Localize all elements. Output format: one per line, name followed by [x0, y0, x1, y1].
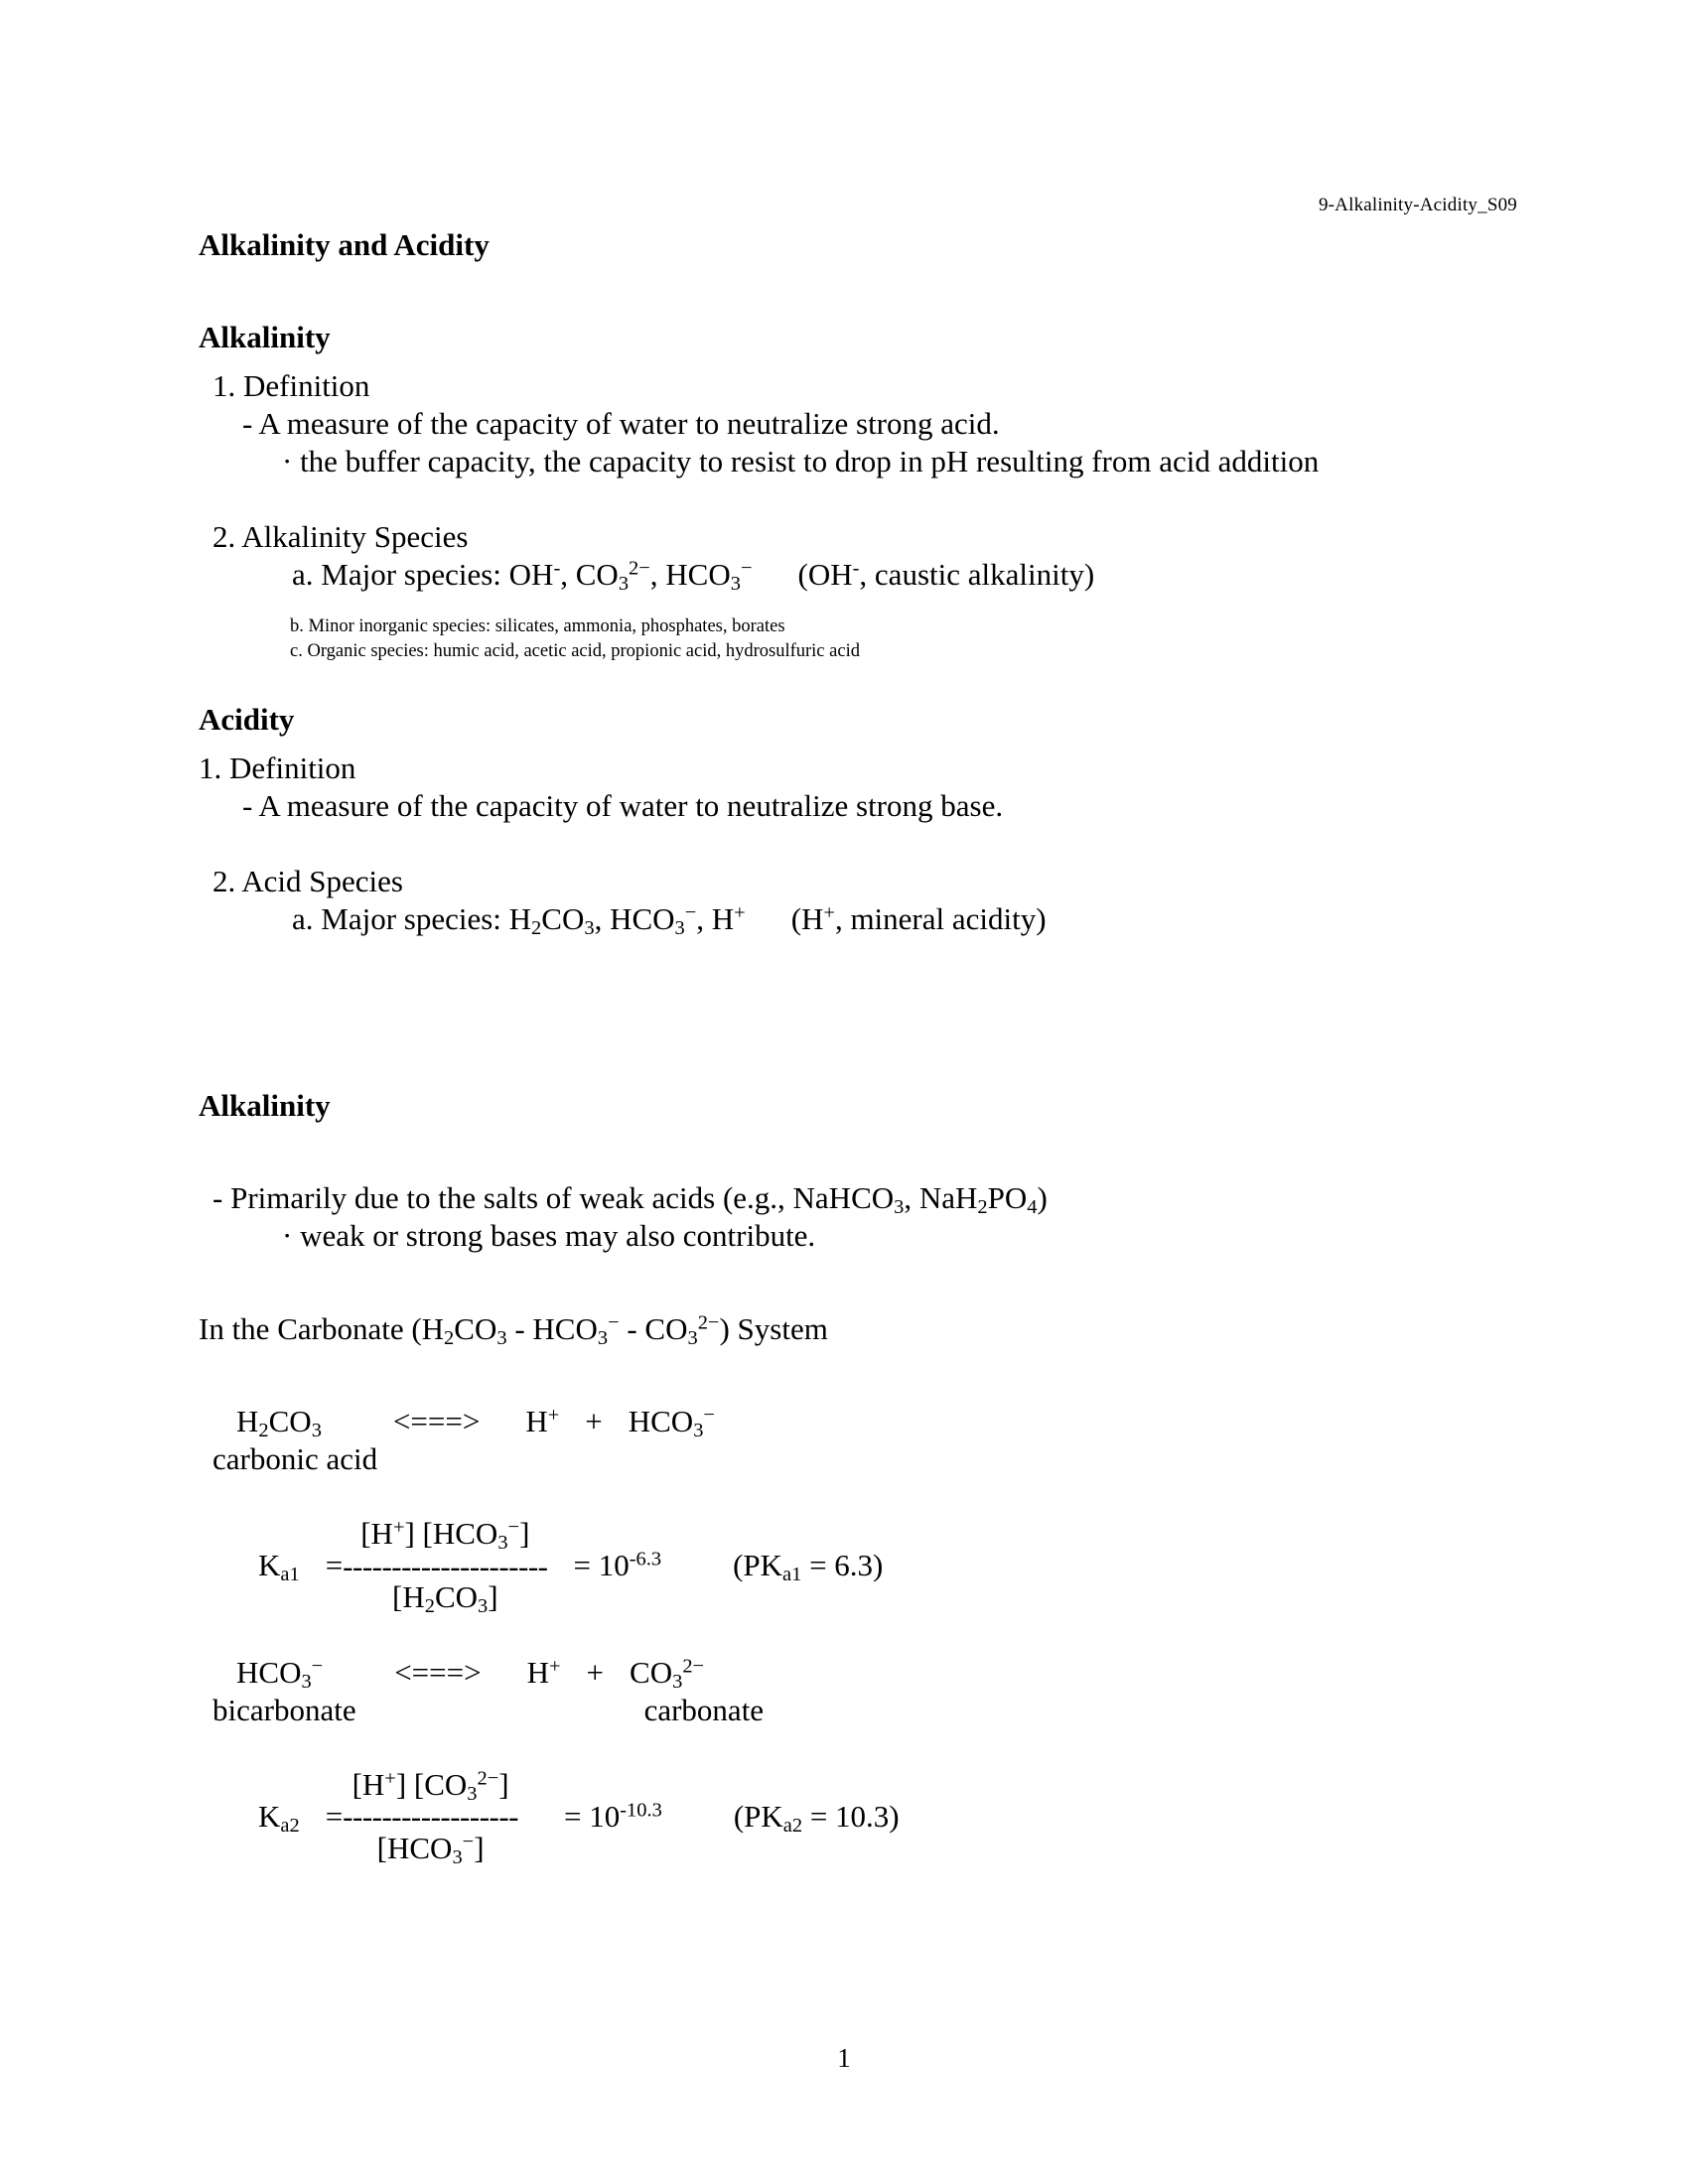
mineral-h-charge: + [823, 901, 835, 924]
spacer [199, 938, 1519, 1087]
acid-species-prefix: a. Major species: H [292, 900, 532, 936]
equilibrium-2-left-name: bicarbonate [212, 1692, 356, 1727]
caustic-oh-charge: - [852, 557, 860, 579]
hco3-charge: − [740, 557, 753, 579]
acidity-major-species [199, 900, 1519, 938]
spacer [199, 355, 1519, 367]
ka1-den-p1: [H [392, 1579, 425, 1615]
heading-acidity: Acidity [199, 702, 295, 738]
salts-prefix: - Primarily due to the salts of weak acids (e.g., NaHCO [212, 1179, 895, 1215]
ka2-fraction [343, 1767, 518, 1867]
hco3-sub: 3 [674, 916, 685, 939]
heading-alkalinity-1: Alkalinity [199, 320, 331, 355]
spacer [199, 663, 1519, 701]
pka2-prefix: (PK [733, 1798, 783, 1834]
caustic-paren-open: (OH [797, 556, 853, 592]
nah2po4-sub-h: 2 [977, 1195, 988, 1218]
ka2-result-prefix: = 10 [564, 1798, 621, 1834]
ka2-den-p2: ] [474, 1831, 485, 1866]
pka2-note [734, 1799, 900, 1836]
ka2-result [564, 1799, 662, 1836]
ka1-num-sup-2: − [507, 1516, 520, 1539]
alkalinity-bases-line: · weak or strong bases may also contribute. [282, 1217, 816, 1253]
salts-mid-2: PO [987, 1179, 1028, 1215]
carb-sub-4: 3 [687, 1326, 698, 1349]
spacer [199, 1616, 1519, 1654]
eq1-right-sub: 3 [693, 1420, 704, 1442]
major-species-mid-1: , CO [560, 556, 619, 592]
eq1-h-charge: + [547, 1404, 560, 1427]
ka2-den-sub-1: 3 [452, 1845, 463, 1868]
spacer [199, 1255, 1519, 1310]
ka2-denominator [373, 1831, 489, 1867]
ka1-result-exponent: -6.3 [629, 1548, 662, 1570]
mineral-paren-rest: , mineral acidity) [834, 900, 1047, 936]
pka2-sub: a2 [782, 1814, 803, 1837]
ka1-label: K [258, 1548, 281, 1583]
spacer [199, 1729, 1519, 1767]
page-number: 1 [837, 2043, 851, 2073]
equilibrium-arrow: <===> [394, 1654, 482, 1690]
ka2-label: K [258, 1798, 281, 1834]
ka1-den-sub-1: 2 [424, 1595, 435, 1618]
eq1-right-prefix: HCO [628, 1404, 694, 1439]
carb-dash-1: - HCO [506, 1310, 598, 1346]
ka1-numerator [356, 1516, 533, 1553]
ka2-result-exponent: -10.3 [620, 1799, 662, 1822]
equilibrium-1-left-name: carbonic acid [212, 1441, 378, 1477]
acid-species-label: 2. Acid Species [212, 864, 403, 899]
ka2-num-p1: [H [352, 1766, 385, 1802]
pka1-note [733, 1548, 883, 1584]
ka1-den-p3: ] [488, 1579, 498, 1615]
ka1-num-p3: ] [519, 1515, 530, 1551]
ka1-label-sub: a1 [280, 1564, 300, 1586]
eq2-left-charge: − [311, 1655, 324, 1678]
hco3-subscript: 3 [730, 572, 741, 595]
eq1-right-h: H [525, 1404, 548, 1439]
acid-species-mid-3: , H [696, 900, 735, 936]
equilibrium-2-names-row [199, 1692, 1519, 1729]
ka2-equals: = [325, 1798, 344, 1834]
page-header: 9-Alkalinity-Acidity_S09 [1318, 195, 1517, 215]
ka1-den-p2: CO [434, 1579, 479, 1615]
eq1-left-mid: CO [268, 1404, 312, 1439]
pka1-sub: a1 [782, 1564, 802, 1586]
eq2-left-prefix: HCO [236, 1654, 302, 1690]
carb-sub-1: 2 [444, 1326, 455, 1349]
heading-alkalinity-2: Alkalinity [199, 1087, 331, 1123]
carb-sup-2: 2− [697, 1310, 720, 1333]
page-title: Alkalinity and Acidity [199, 227, 490, 262]
ka1-result [573, 1548, 661, 1584]
ka2-expression [199, 1767, 1519, 1867]
eq1-left-sub-2: 3 [311, 1420, 322, 1442]
alkalinity-buffer-capacity-text: · the buffer capacity, the capacity to resist to drop in pH resulting from acid addition [282, 444, 1320, 478]
ka2-numerator [349, 1767, 513, 1804]
carb-mid-1: CO [454, 1310, 497, 1346]
ka1-row [258, 1516, 1519, 1616]
eq2-right-sub: 3 [672, 1670, 683, 1693]
nah2po4-sub-o: 4 [1027, 1195, 1038, 1218]
document-body [199, 226, 1519, 1867]
spacer [199, 593, 1519, 614]
carbonate-prefix: In the Carbonate (H [199, 1310, 445, 1346]
ka2-label-sub: a2 [280, 1814, 300, 1837]
ka2-num-sup-1: + [384, 1766, 396, 1789]
spacer [199, 1347, 1519, 1403]
hco3-charge: − [684, 901, 697, 924]
ka2-label-group [258, 1799, 300, 1836]
carb-sub-2: 3 [496, 1326, 507, 1349]
spacer [199, 738, 1519, 750]
carbonate-system-line [199, 1310, 1519, 1348]
alkalinity-minor-inorganic-species: b. Minor inorganic species: silicates, ammonia, phosphates, borates [290, 616, 785, 637]
ka1-label-group [258, 1548, 300, 1584]
co3-charge: 2− [629, 557, 650, 579]
eq1-right-charge: − [703, 1404, 715, 1427]
eq2-right-h: H [526, 1654, 550, 1690]
h2co3-sub-o: 3 [584, 916, 595, 939]
eq2-right-prefix: CO [630, 1654, 673, 1690]
acidity-definition-label: 1. Definition [199, 751, 356, 786]
major-species-mid-2: , HCO [649, 556, 731, 592]
ka1-denominator [388, 1579, 502, 1616]
alkalinity-definition-label: 1. Definition [212, 368, 370, 404]
equilibrium-2-right-name: carbonate [643, 1692, 765, 1727]
alkalinity-major-species [199, 556, 1519, 594]
acid-species-mid-1: CO [541, 900, 585, 936]
carb-sup-1: − [608, 1310, 620, 1333]
eq1-left-prefix: H [236, 1404, 259, 1439]
carb-suffix: ) System [719, 1310, 828, 1346]
equilibrium-arrow: <===> [392, 1404, 481, 1439]
mineral-paren-open: (H [790, 900, 824, 936]
carb-dash-2: - CO [619, 1310, 688, 1346]
eq2-right-charge: 2− [682, 1655, 705, 1678]
eq2-h-charge: + [549, 1655, 561, 1678]
carb-sub-3: 3 [597, 1326, 609, 1349]
ka2-den-sup-1: − [462, 1831, 475, 1853]
ka2-num-sup-2: 2− [477, 1766, 499, 1789]
ka1-num-sup-1: + [392, 1516, 405, 1539]
ka1-num-sub-1: 3 [497, 1531, 508, 1554]
pka1-suffix: = 6.3) [801, 1548, 884, 1583]
ka1-result-prefix: = 10 [573, 1548, 630, 1583]
equilibrium-1-equation [199, 1403, 1519, 1440]
acid-species-mid-2: , HCO [594, 900, 675, 936]
alkalinity-definition-text: - A measure of the capacity of water to neutralize strong acid. [242, 406, 1000, 442]
ka2-num-p2: ] [CO [395, 1766, 468, 1802]
eq1-left-sub-1: 2 [258, 1420, 269, 1442]
ka1-fraction-bar: --------------------- [343, 1548, 548, 1583]
oh-charge: - [553, 557, 561, 579]
caustic-paren-rest: , caustic alkalinity) [859, 556, 1095, 592]
ka2-fraction-bar: ------------------ [343, 1799, 518, 1835]
salts-close: ) [1037, 1179, 1048, 1215]
pka2-suffix: = 10.3) [802, 1798, 900, 1834]
h2co3-sub-h: 2 [531, 916, 542, 939]
alkalinity-salts-line [199, 1179, 1519, 1217]
spacer [199, 1478, 1519, 1516]
co3-subscript: 3 [618, 572, 630, 595]
acidity-definition-text: - A measure of the capacity of water to neutralize strong base. [242, 788, 1004, 824]
ka1-equals: = [325, 1548, 344, 1583]
major-species-prefix: a. Major species: OH [292, 556, 554, 592]
eq2-plus: + [586, 1654, 605, 1690]
ka1-den-sub-2: 3 [478, 1595, 489, 1618]
ka2-den-p1: [HCO [376, 1831, 453, 1866]
ka1-expression [199, 1516, 1519, 1616]
equilibrium-2-equation [199, 1654, 1519, 1692]
alkalinity-organic-species: c. Organic species: humic acid, acetic acid, propionic acid, hydrosulfuric acid [290, 640, 860, 661]
ka1-num-p1: [H [360, 1515, 393, 1551]
pka1-prefix: (PK [733, 1548, 783, 1583]
ka1-num-p2: ] [HCO [404, 1515, 498, 1551]
spacer [199, 825, 1519, 863]
alkalinity-species-label: 2. Alkalinity Species [212, 518, 469, 554]
salts-mid: , NaH [904, 1179, 978, 1215]
spacer [199, 480, 1519, 518]
ka1-fraction [343, 1516, 547, 1616]
ka2-num-sub-1: 3 [467, 1782, 478, 1805]
spacer [199, 1124, 1519, 1179]
ka2-row [258, 1767, 1519, 1867]
spacer [199, 263, 1519, 319]
ka2-num-p3: ] [498, 1766, 509, 1802]
h-plus-charge: + [734, 901, 746, 924]
nahco3-sub: 3 [894, 1195, 905, 1218]
eq1-plus: + [585, 1404, 603, 1439]
eq2-left-sub: 3 [301, 1670, 312, 1693]
